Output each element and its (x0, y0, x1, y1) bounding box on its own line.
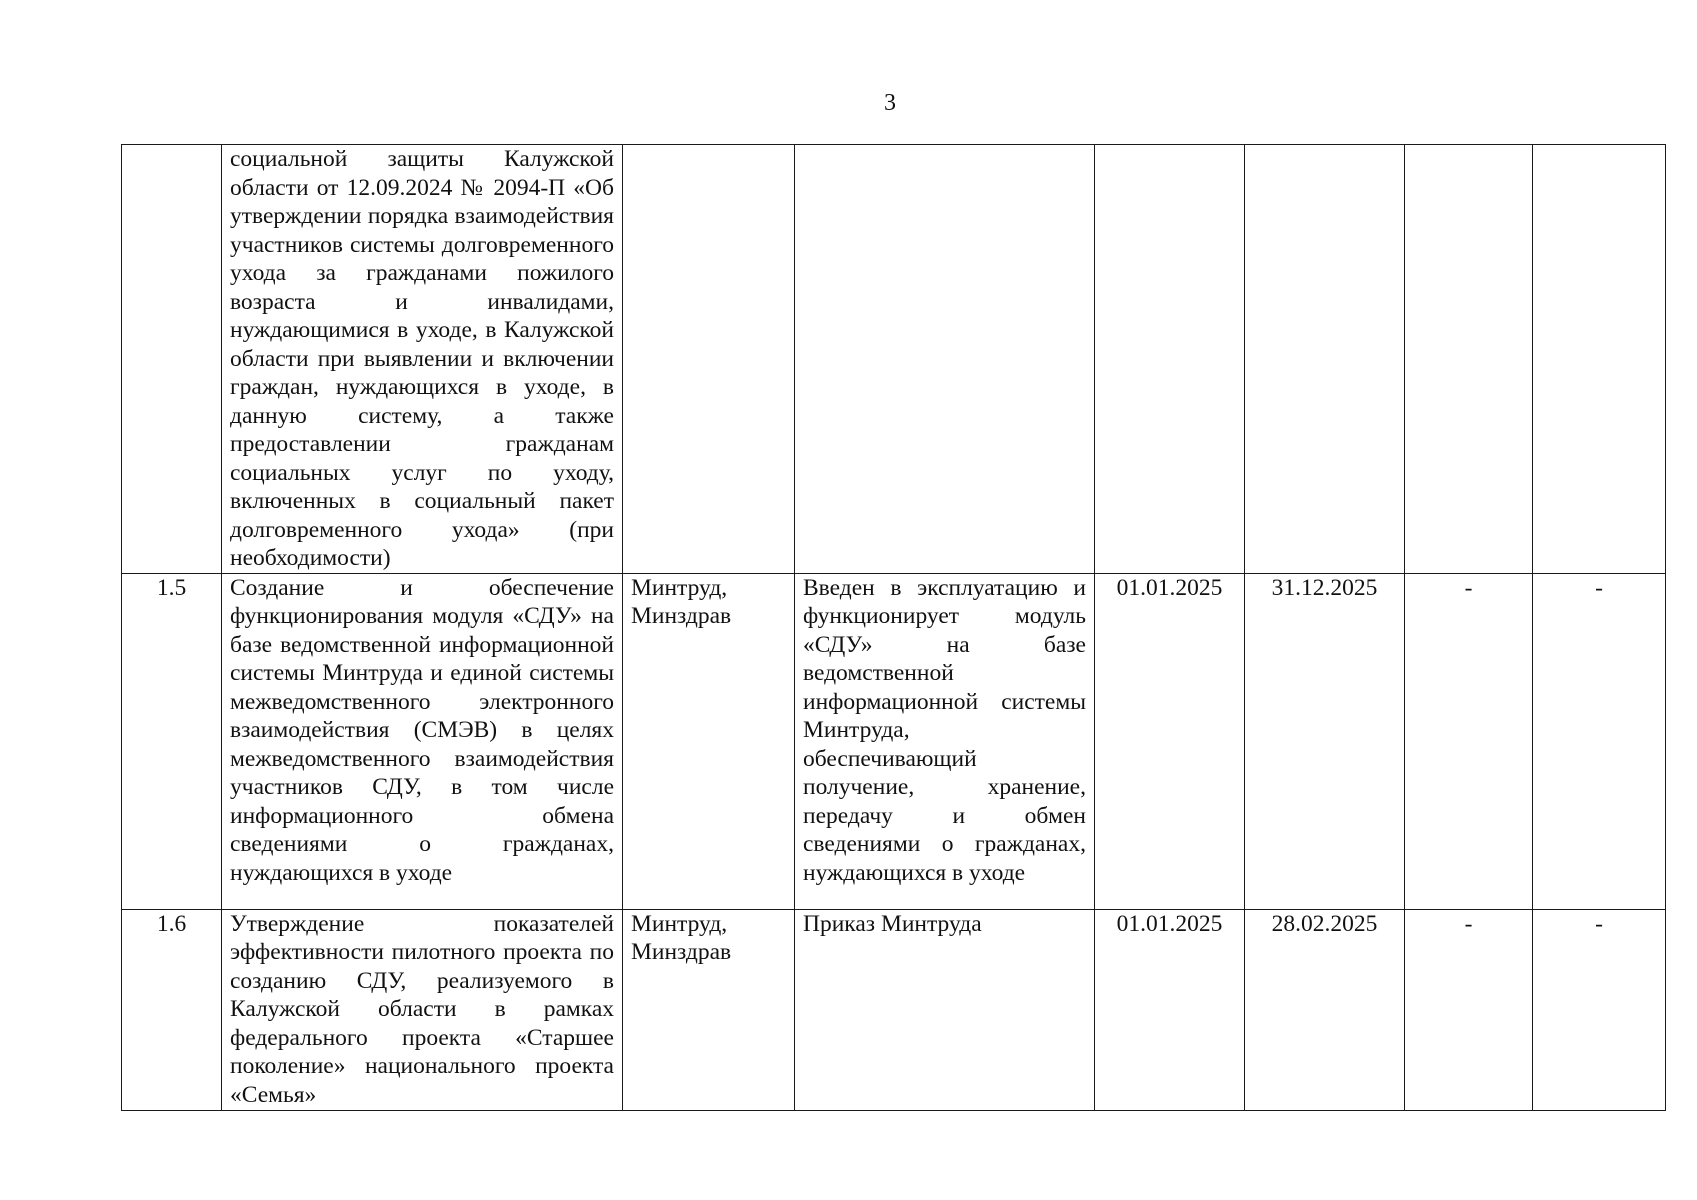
end-date (1245, 145, 1405, 574)
row-number (122, 145, 222, 574)
row-number: 1.6 (122, 909, 222, 1110)
responsible-executor (623, 145, 795, 574)
table-row (122, 573, 1666, 909)
end-date: 31.12.2025 (1245, 573, 1405, 909)
row-number: 1.5 (122, 573, 222, 909)
column-7-value: - (1405, 573, 1533, 909)
responsible-executor: Минтруд, Минздрав (623, 573, 795, 909)
responsible-executor: Минтруд, Минздрав (623, 909, 795, 1110)
expected-result: Введен в эксплуатацию и функционирует модуль «СДУ» на базе ведомственной информационной системы Минтруда, обеспечивающий получение, хранение, передачу и обмен сведениями о гражданах, нуждающихся в уходе (795, 573, 1095, 909)
activities-table (121, 144, 1666, 1111)
activity-name: Создание и обеспечение функционирования модуля «СДУ» на базе ведомственной информационной системы Минтруда и единой системы межведомственного электронного взаимодействия (СМЭВ) в целях межведомственного взаимодействия участников СДУ, в том числе информационного обмена сведениями о гражданах, нуждающихся в уходе (222, 573, 623, 909)
table-row (122, 145, 1666, 574)
column-7-value (1405, 145, 1533, 574)
end-date: 28.02.2025 (1245, 909, 1405, 1110)
column-8-value: - (1533, 909, 1666, 1110)
table-row (122, 909, 1666, 1110)
column-8-value (1533, 145, 1666, 574)
start-date (1095, 145, 1245, 574)
activity-name: социальной защиты Калужской области от 12.09.2024 № 2094-П «Об утверждении порядка взаимодействия участников системы долговременного ухода за гражданами пожилого возраста и инвалидами, нуждающимися в уходе, в Калужской области при выявлении и включении граждан, нуждающихся в уходе, в данную систему, а также предоставлении гражданам социальных услуг по уходу, включенных в социальный пакет долговременного ухода» (при необходимости) (222, 145, 623, 574)
expected-result: Приказ Минтруда (795, 909, 1095, 1110)
expected-result (795, 145, 1095, 574)
column-8-value: - (1533, 573, 1666, 909)
activity-name: Утверждение показателей эффективности пилотного проекта по созданию СДУ, реализуемого в Калужской области в рамках федерального проекта «Старшее поколение» национального проекта «Семья» (222, 909, 623, 1110)
page-number: 3 (884, 90, 896, 116)
column-7-value: - (1405, 909, 1533, 1110)
start-date: 01.01.2025 (1095, 573, 1245, 909)
start-date: 01.01.2025 (1095, 909, 1245, 1110)
